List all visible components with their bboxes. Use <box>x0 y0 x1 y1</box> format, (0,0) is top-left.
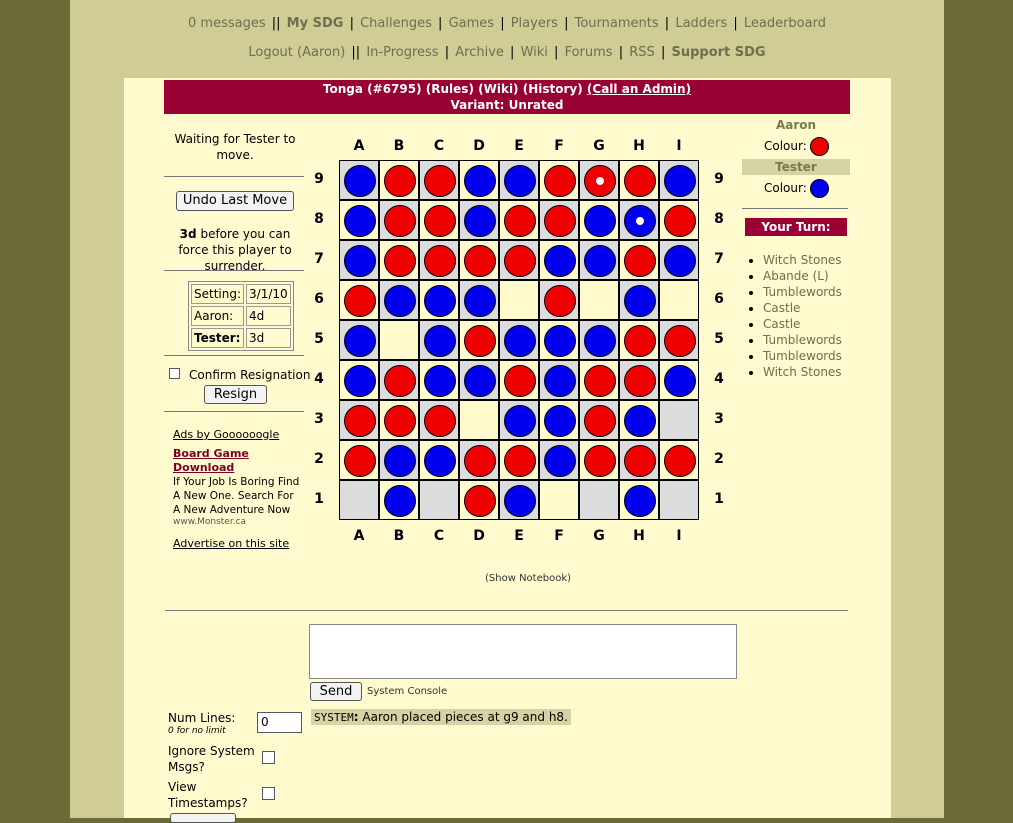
board-cell-g8[interactable] <box>579 200 619 240</box>
blue-piece <box>664 365 696 397</box>
row-label: 8 <box>714 211 724 227</box>
row-label: 5 <box>714 331 724 347</box>
board-cell-a9[interactable] <box>339 160 379 200</box>
blue-piece <box>384 445 416 477</box>
ad-body <box>173 475 299 517</box>
player1-colour-swatch <box>810 137 829 156</box>
board-cell-h2[interactable] <box>619 440 659 480</box>
red-piece <box>664 325 696 357</box>
blue-piece <box>344 325 376 357</box>
blue-piece <box>584 245 616 277</box>
system-message: SYSTEM: Aaron placed pieces at g9 and h8. <box>311 709 571 725</box>
blue-piece <box>584 325 616 357</box>
nav-link-forums[interactable]: Forums <box>564 45 613 60</box>
red-piece <box>584 405 616 437</box>
board-cell-i4[interactable] <box>659 360 699 400</box>
variant-label: Variant: Unrated <box>450 98 564 112</box>
confirm-resignation-checkbox[interactable] <box>169 368 180 379</box>
status-text: Waiting for Tester to move. <box>174 132 296 162</box>
board-cell-d9[interactable] <box>459 160 499 200</box>
board-cell-i3[interactable] <box>659 400 699 440</box>
board-cell-f2[interactable] <box>539 440 579 480</box>
ad-body-line: If Your Job Is Boring Find <box>173 476 300 488</box>
blue-piece <box>544 365 576 397</box>
board-cell-h7[interactable] <box>619 240 659 280</box>
column-label: C <box>433 528 445 544</box>
chat-input[interactable] <box>309 624 737 679</box>
system-message-text: Aaron placed pieces at g9 and h8. <box>362 710 568 724</box>
apply-button[interactable] <box>170 813 236 823</box>
blue-piece <box>424 285 456 317</box>
board-cell-e4[interactable] <box>499 360 539 400</box>
board-cell-e8[interactable] <box>499 200 539 240</box>
red-piece <box>344 285 376 317</box>
row-label: 9 <box>314 171 324 187</box>
ad-body-line: A New One. Search For <box>173 490 294 502</box>
board-cell-f3[interactable] <box>539 400 579 440</box>
column-label: G <box>593 528 605 544</box>
red-piece <box>384 245 416 277</box>
column-label: H <box>633 138 645 154</box>
nav-separator: | <box>510 45 515 60</box>
time-value: 4d <box>246 306 291 326</box>
player1-colour-label: Colour: <box>764 139 807 153</box>
list-item[interactable]: • Castle <box>763 300 842 316</box>
time-label: Setting: <box>191 284 244 304</box>
board-cell-a6[interactable] <box>339 280 379 320</box>
red-piece <box>424 165 456 197</box>
rules-link[interactable]: (Rules) <box>425 82 474 96</box>
history-link[interactable]: (History) <box>522 82 583 96</box>
red-piece <box>424 205 456 237</box>
board-cell-i5[interactable] <box>659 320 699 360</box>
board-cell-a3[interactable] <box>339 400 379 440</box>
board-cell-e7[interactable] <box>499 240 539 280</box>
board-cell-e3[interactable] <box>499 400 539 440</box>
row-label: 1 <box>314 491 324 507</box>
blue-piece <box>584 205 616 237</box>
blue-piece <box>544 405 576 437</box>
list-item[interactable]: • Tumblewords <box>763 348 842 364</box>
row-label: 4 <box>714 371 724 387</box>
nav-link-ladders[interactable]: Ladders <box>675 16 728 31</box>
nav-separator: | <box>438 16 443 31</box>
nav-link-wiki[interactable]: Wiki <box>520 45 548 60</box>
red-piece <box>344 445 376 477</box>
board-cell-f1[interactable] <box>539 480 579 520</box>
nav-separator: | <box>664 16 670 31</box>
table-row <box>191 328 291 348</box>
your-turn-label: Your Turn: <box>745 218 847 236</box>
system-tag: SYSTEM <box>314 711 354 724</box>
board-cell-h8[interactable] <box>619 200 659 240</box>
red-piece <box>664 205 696 237</box>
blue-piece <box>464 365 496 397</box>
list-item[interactable]: • Castle <box>763 316 842 332</box>
list-item[interactable]: • Abande (L) <box>763 268 842 284</box>
ignore-system-checkbox[interactable] <box>262 751 275 764</box>
list-item[interactable]: • Tumblewords <box>763 332 842 348</box>
ad-title-link[interactable] <box>173 447 249 475</box>
ad-body-line: A New Adventure Now <box>173 504 291 516</box>
row-label: 9 <box>714 171 724 187</box>
row-label: 4 <box>314 371 324 387</box>
board-cell-f8[interactable] <box>539 200 579 240</box>
board-cell-d8[interactable] <box>459 200 499 240</box>
red-piece <box>504 445 536 477</box>
red-piece <box>464 245 496 277</box>
red-piece <box>624 165 656 197</box>
column-label: A <box>353 138 365 154</box>
column-label: F <box>554 138 564 154</box>
board-cell-b7[interactable] <box>379 240 419 280</box>
red-piece <box>624 325 656 357</box>
ad-url[interactable]: www.Monster.ca <box>173 517 247 527</box>
board-cell-e1[interactable] <box>499 480 539 520</box>
divider <box>165 610 848 611</box>
red-piece <box>504 245 536 277</box>
red-piece <box>544 205 576 237</box>
board-cell-c8[interactable] <box>419 200 459 240</box>
nav-separator: | <box>554 45 559 60</box>
blue-piece <box>504 405 536 437</box>
list-item[interactable]: • Witch Stones <box>763 364 842 380</box>
blue-piece <box>544 445 576 477</box>
player2-colour-label: Colour: <box>764 181 807 195</box>
nav-separator: | <box>564 16 569 31</box>
blue-piece <box>424 325 456 357</box>
board-cell-c4[interactable] <box>419 360 459 400</box>
board-cell-a8[interactable] <box>339 200 379 240</box>
nav-link-support-sdg[interactable]: Support SDG <box>671 45 766 60</box>
nav-link-tournaments[interactable]: Tournaments <box>574 16 659 31</box>
ignore-system-label <box>168 743 255 775</box>
player2-colour-swatch <box>810 179 829 198</box>
row-label: 2 <box>714 451 724 467</box>
row-label: 8 <box>314 211 324 227</box>
ignore-system-label-line: Ignore System <box>168 744 255 758</box>
board-cell-e6[interactable] <box>499 280 539 320</box>
last-move-marker <box>596 177 604 185</box>
undo-last-move-button[interactable]: Undo Last Move <box>176 191 294 211</box>
board-cell-g7[interactable] <box>579 240 619 280</box>
nav-link-challenges[interactable]: Challenges <box>360 16 432 31</box>
last-move-marker <box>636 217 644 225</box>
board-cell-g2[interactable] <box>579 440 619 480</box>
board-cell-d1[interactable] <box>459 480 499 520</box>
row-label: 6 <box>314 291 324 307</box>
top-nav-primary <box>70 16 944 31</box>
board-cell-g1[interactable] <box>579 480 619 520</box>
player2-name: Tester <box>742 159 850 175</box>
board-cell-h5[interactable] <box>619 320 659 360</box>
red-piece <box>544 285 576 317</box>
red-piece <box>504 205 536 237</box>
board-cell-f9[interactable] <box>539 160 579 200</box>
red-piece <box>584 165 616 197</box>
board-cell-f5[interactable] <box>539 320 579 360</box>
board-cell-b9[interactable] <box>379 160 419 200</box>
time-label: Tester: <box>191 328 244 348</box>
board-cell-g4[interactable] <box>579 360 619 400</box>
view-timestamps-label-line: View <box>168 780 197 794</box>
board-cell-c7[interactable] <box>419 240 459 280</box>
red-piece <box>584 365 616 397</box>
time-settings-table <box>188 281 294 351</box>
divider <box>164 176 304 177</box>
num-lines-input[interactable]: 0 <box>257 712 302 733</box>
column-label: I <box>676 528 682 544</box>
column-label: F <box>554 528 564 544</box>
board-cell-g5[interactable] <box>579 320 619 360</box>
board-cell-d3[interactable] <box>459 400 499 440</box>
nav-link-in-progress[interactable]: In-Progress <box>366 45 439 60</box>
board-cell-b4[interactable] <box>379 360 419 400</box>
divider <box>164 270 304 271</box>
red-piece <box>544 165 576 197</box>
show-notebook-link[interactable]: (Show Notebook) <box>485 573 572 584</box>
game-title: Tonga (#6795) <box>322 82 422 96</box>
blue-piece <box>344 165 376 197</box>
nav-separator: || <box>271 16 281 31</box>
board-cell-b2[interactable] <box>379 440 419 480</box>
blue-piece <box>504 165 536 197</box>
board-cell-e5[interactable] <box>499 320 539 360</box>
board-cell-g6[interactable] <box>579 280 619 320</box>
divider <box>164 411 304 412</box>
column-label: B <box>393 528 405 544</box>
column-label: I <box>676 138 682 154</box>
board-cell-b5[interactable] <box>379 320 419 360</box>
column-label: B <box>393 138 405 154</box>
view-timestamps-label <box>168 779 248 811</box>
board-cell-i2[interactable] <box>659 440 699 480</box>
board-cell-h6[interactable] <box>619 280 659 320</box>
table-row <box>191 306 291 326</box>
nav-separator: | <box>733 16 738 31</box>
board-cell-h9[interactable] <box>619 160 659 200</box>
ads-header[interactable]: Ads by Goooooogle <box>173 428 280 441</box>
row-label: 5 <box>314 331 324 347</box>
confirm-resignation-label: Confirm Resignation <box>189 368 311 382</box>
num-lines-hint: 0 for no limit <box>168 726 226 736</box>
board-cell-h4[interactable] <box>619 360 659 400</box>
nav-link-rss[interactable]: RSS <box>629 45 655 60</box>
row-label: 6 <box>714 291 724 307</box>
nav-link-games[interactable]: Games <box>448 16 495 31</box>
blue-piece <box>624 405 656 437</box>
blue-piece <box>544 245 576 277</box>
nav-separator: | <box>660 45 666 60</box>
red-piece <box>624 445 656 477</box>
nav-separator: | <box>618 45 624 60</box>
column-label: D <box>473 528 485 544</box>
list-item[interactable]: • Witch Stones <box>763 252 842 268</box>
time-value: 3d <box>246 328 291 348</box>
nav-link-logout-aaron[interactable]: Logout (Aaron) <box>248 45 346 60</box>
red-piece <box>424 405 456 437</box>
row-label: 7 <box>314 251 324 267</box>
board-cell-b6[interactable] <box>379 280 419 320</box>
board-cell-i6[interactable] <box>659 280 699 320</box>
force-surrender-text <box>164 226 306 274</box>
blue-piece <box>624 485 656 517</box>
board-cell-a2[interactable] <box>339 440 379 480</box>
board-cell-e2[interactable] <box>499 440 539 480</box>
resign-button[interactable]: Resign <box>204 385 267 404</box>
red-piece <box>504 365 536 397</box>
blue-piece <box>544 325 576 357</box>
blue-piece <box>344 365 376 397</box>
board-cell-f7[interactable] <box>539 240 579 280</box>
blue-piece <box>464 285 496 317</box>
ad-title-line: Board Game <box>173 447 249 460</box>
ignore-system-label-line: Msgs? <box>168 760 205 774</box>
board-cell-a4[interactable] <box>339 360 379 400</box>
board-cell-f6[interactable] <box>539 280 579 320</box>
ad-title-line: Download <box>173 461 235 474</box>
blue-piece <box>384 485 416 517</box>
board-cell-b8[interactable] <box>379 200 419 240</box>
blue-piece <box>504 485 536 517</box>
board-cell-i9[interactable] <box>659 160 699 200</box>
board-cell-i8[interactable] <box>659 200 699 240</box>
nav-separator: | <box>349 16 354 31</box>
wiki-link[interactable]: (Wiki) <box>478 82 519 96</box>
red-piece <box>384 205 416 237</box>
board-cell-h1[interactable] <box>619 480 659 520</box>
column-label: G <box>593 138 605 154</box>
board-cell-i1[interactable] <box>659 480 699 520</box>
board-cell-i7[interactable] <box>659 240 699 280</box>
red-piece <box>624 245 656 277</box>
blue-piece <box>624 205 656 237</box>
divider <box>164 355 304 356</box>
board-cell-a1[interactable] <box>339 480 379 520</box>
board-cell-d7[interactable] <box>459 240 499 280</box>
column-label: E <box>514 138 524 154</box>
board-cell-g9[interactable] <box>579 160 619 200</box>
board-cell-a5[interactable] <box>339 320 379 360</box>
num-lines-label: Num Lines: <box>168 711 236 725</box>
blue-piece <box>664 165 696 197</box>
view-timestamps-label-line: Timestamps? <box>168 796 248 810</box>
blue-piece <box>504 325 536 357</box>
blue-piece <box>464 165 496 197</box>
row-label: 3 <box>314 411 324 427</box>
red-piece <box>464 485 496 517</box>
board-cell-d4[interactable] <box>459 360 499 400</box>
force-surrender-label: before you can force this player to surrender. <box>178 227 292 273</box>
red-piece <box>344 405 376 437</box>
row-label: 1 <box>714 491 724 507</box>
blue-piece <box>344 245 376 277</box>
player1-name: Aaron <box>775 118 817 132</box>
red-piece <box>464 445 496 477</box>
blue-piece <box>384 285 416 317</box>
nav-link-leaderboard[interactable]: Leaderboard <box>743 16 826 31</box>
board-cell-d2[interactable] <box>459 440 499 480</box>
red-piece <box>624 365 656 397</box>
blue-piece <box>344 205 376 237</box>
red-piece <box>464 325 496 357</box>
board-cell-b1[interactable] <box>379 480 419 520</box>
red-piece <box>664 445 696 477</box>
column-label: A <box>353 528 365 544</box>
board-cell-f4[interactable] <box>539 360 579 400</box>
view-timestamps-checkbox[interactable] <box>262 787 275 800</box>
call-admin-link[interactable]: (Call an Admin) <box>586 82 692 96</box>
row-label: 3 <box>714 411 724 427</box>
board-cell-c1[interactable] <box>419 480 459 520</box>
red-piece <box>584 445 616 477</box>
blue-piece <box>624 285 656 317</box>
column-label: E <box>514 528 524 544</box>
row-label: 7 <box>714 251 724 267</box>
board-cell-c5[interactable] <box>419 320 459 360</box>
red-piece <box>384 405 416 437</box>
board-cell-c2[interactable] <box>419 440 459 480</box>
nav-separator: | <box>500 16 505 31</box>
send-button[interactable]: Send <box>310 682 362 701</box>
recent-games-list <box>744 252 842 380</box>
column-label: C <box>433 138 445 154</box>
red-piece <box>384 165 416 197</box>
game-banner <box>164 80 850 114</box>
row-label: 2 <box>314 451 324 467</box>
column-label: H <box>633 528 645 544</box>
nav-link-my-sdg[interactable]: My SDG <box>286 16 344 31</box>
top-nav-secondary <box>70 45 944 60</box>
blue-piece <box>664 245 696 277</box>
board-cell-g3[interactable] <box>579 400 619 440</box>
board-cell-e9[interactable] <box>499 160 539 200</box>
board-cell-h3[interactable] <box>619 400 659 440</box>
column-label: D <box>473 138 485 154</box>
table-row <box>191 284 291 304</box>
board-cell-c6[interactable] <box>419 280 459 320</box>
time-label: Aaron: <box>191 306 244 326</box>
nav-link-archive[interactable]: Archive <box>455 45 504 60</box>
board-cell-a7[interactable] <box>339 240 379 280</box>
blue-piece <box>424 365 456 397</box>
nav-link-0-messages[interactable]: 0 messages <box>188 16 266 31</box>
board-cell-d5[interactable] <box>459 320 499 360</box>
divider <box>742 208 848 209</box>
nav-link-players[interactable]: Players <box>510 16 558 31</box>
blue-piece <box>464 205 496 237</box>
board-cell-c3[interactable] <box>419 400 459 440</box>
nav-separator: | <box>444 45 450 60</box>
blue-piece <box>424 445 456 477</box>
board-cell-c9[interactable] <box>419 160 459 200</box>
red-piece <box>424 245 456 277</box>
force-days: 3d <box>179 227 197 241</box>
system-console-label: System Console <box>367 686 448 697</box>
board-cell-b3[interactable] <box>379 400 419 440</box>
board-cell-d6[interactable] <box>459 280 499 320</box>
red-piece <box>384 365 416 397</box>
nav-separator: || <box>351 45 361 60</box>
time-value: 3/1/10 <box>246 284 291 304</box>
advertise-link[interactable]: Advertise on this site <box>173 537 290 550</box>
list-item[interactable]: • Tumblewords <box>763 284 842 300</box>
